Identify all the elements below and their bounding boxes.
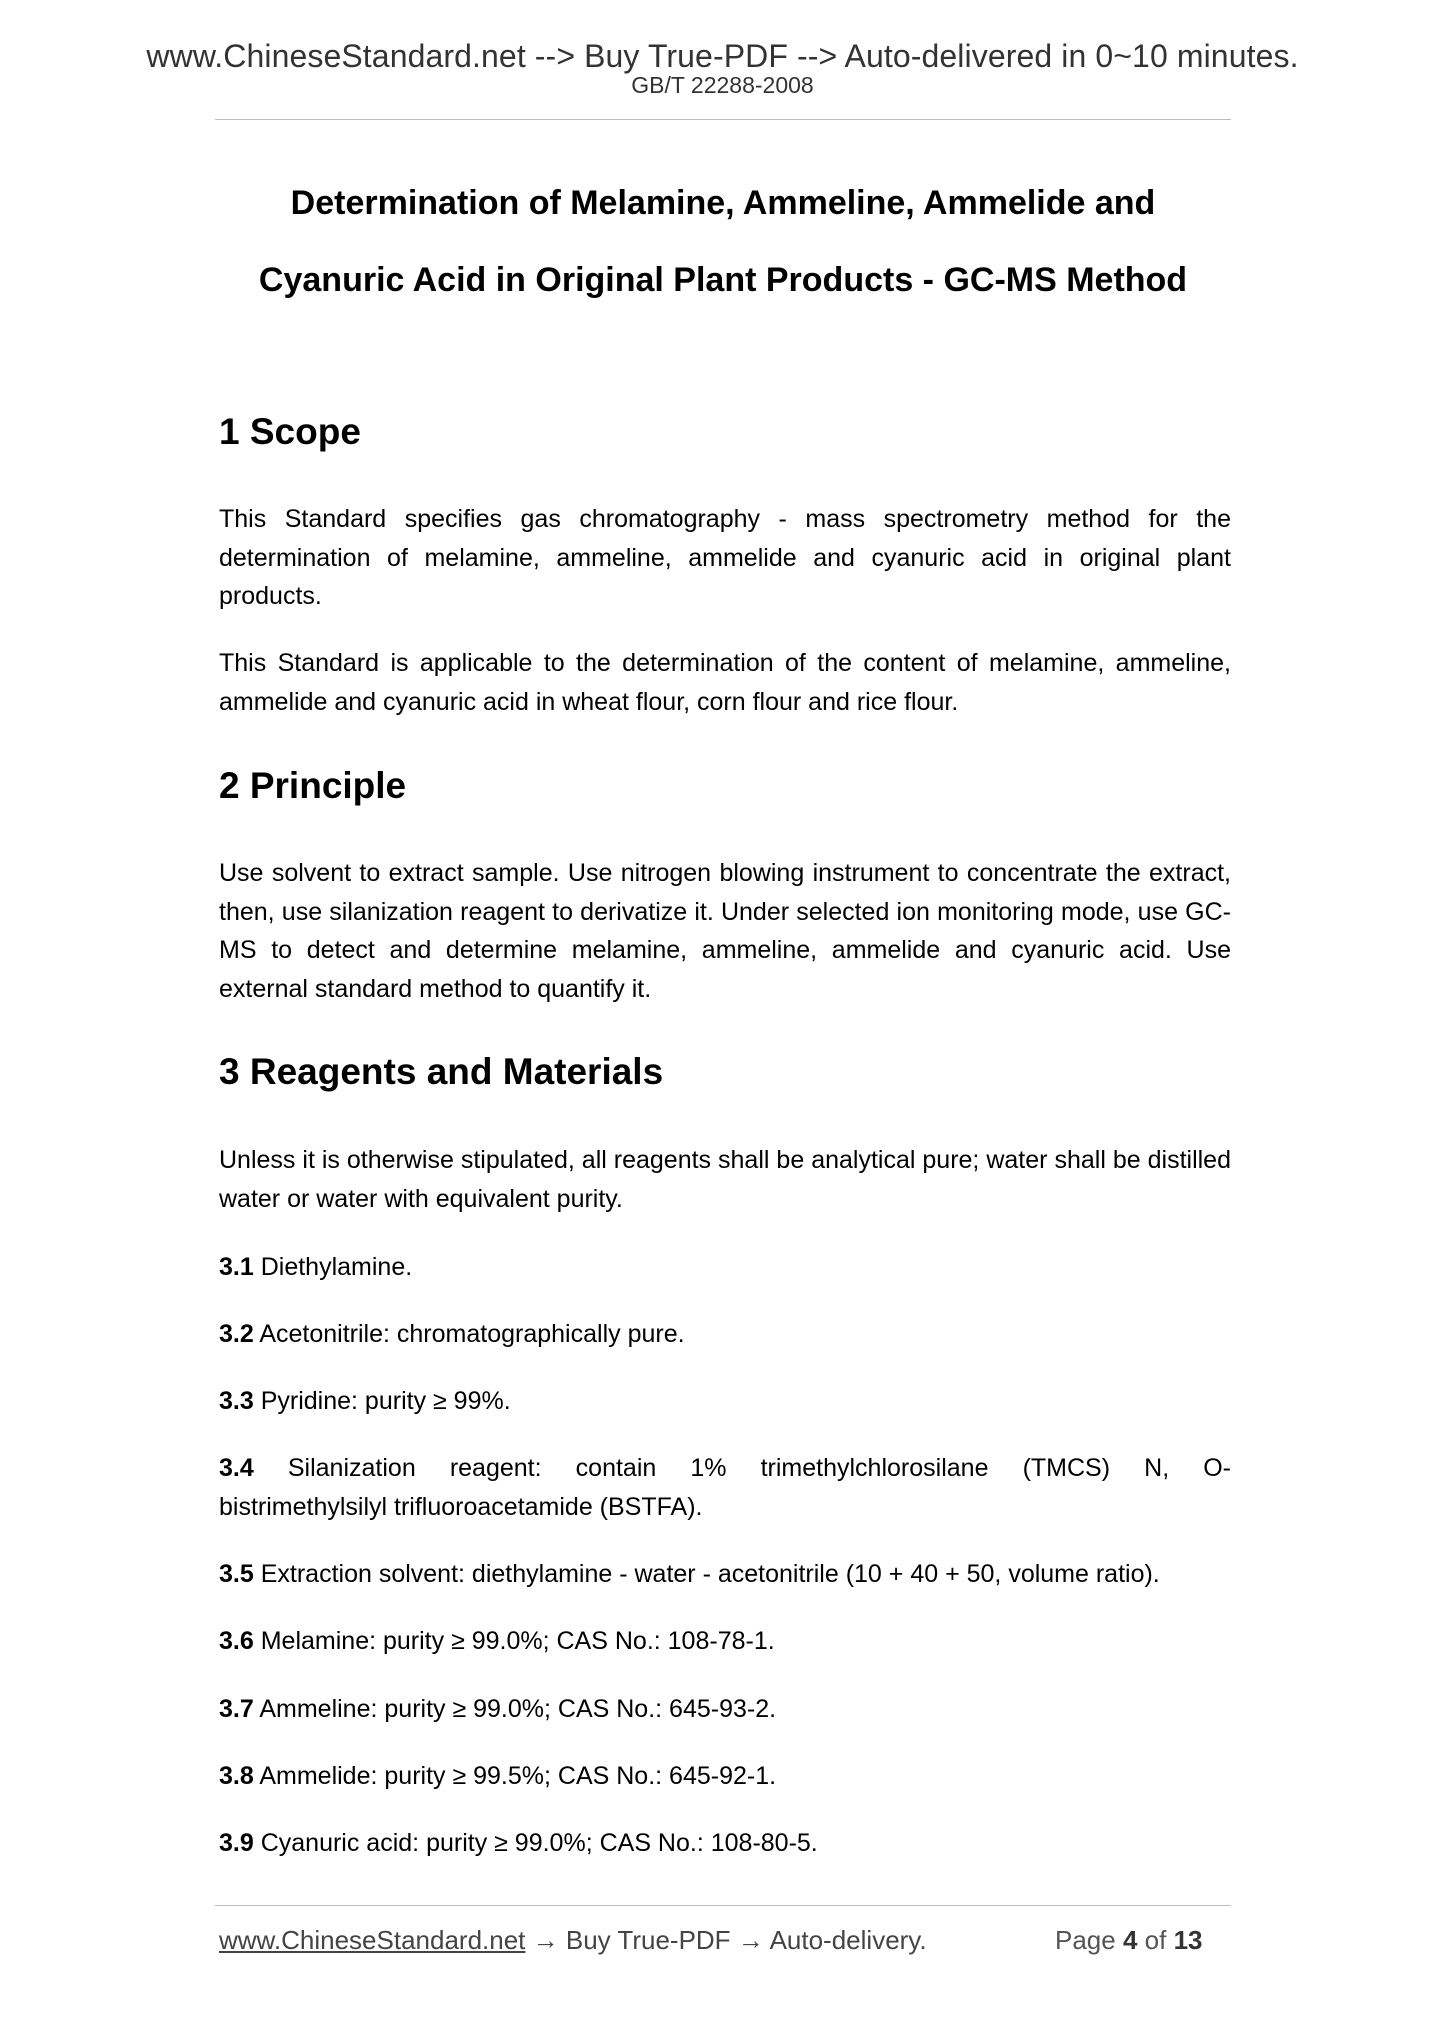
reagent-text: Cyanuric acid: purity ≥ 99.0%; CAS No.: 108-80-5.: [260, 1829, 818, 1857]
reagent-item: [219, 1248, 1231, 1287]
footer-divider: [215, 1905, 1231, 1906]
document-title-line-1: Determination of Melamine, Ammeline, Ammelide and: [290, 184, 1156, 222]
reagent-text: Melamine: purity ≥ 99.0%; CAS No.: 108-78-1.: [260, 1627, 775, 1655]
reagent-number: 3.3: [219, 1387, 254, 1415]
reagent-item: [219, 1382, 1231, 1421]
reagent-number: 3.4: [219, 1454, 254, 1482]
reagent-item: [219, 1757, 1231, 1796]
reagent-item: [219, 1555, 1231, 1594]
reagent-text: Diethylamine.: [260, 1253, 413, 1281]
scope-paragraph-1: This Standard specifies gas chromatography - mass spectrometry method for the determination of melamine, ammeline, ammelide and cyanuric acid in original plant products.: [219, 505, 1231, 610]
reagent-number: 3.5: [219, 1560, 254, 1588]
reagent-text: Ammeline: purity ≥ 99.0%; CAS No.: 645-93-2.: [259, 1695, 777, 1723]
reagent-item: [219, 1449, 1231, 1526]
header-divider: [215, 119, 1231, 120]
site-banner: www.ChineseStandard.net --> Buy True-PDF --> Auto-delivered in 0~10 minutes.: [146, 38, 1299, 74]
reagent-text: Pyridine: purity ≥ 99%.: [260, 1387, 511, 1415]
reagent-item: [219, 1315, 1231, 1354]
reagent-item: [219, 1690, 1231, 1729]
reagent-text: Silanization reagent: contain 1% trimethylchlorosilane (TMCS) N, O-: [287, 1454, 1232, 1482]
reagent-number: 3.9: [219, 1829, 254, 1857]
page-label: Page: [1055, 1925, 1116, 1955]
principle-paragraph: Use solvent to extract sample. Use nitrogen blowing instrument to concentrate the extract, then, use silanization reagent to derivatize it. Under selected ion monitoring mode, use GC-MS to detect and determine melamine, ammeline, ammelide and cyanuric acid. Use external standard method to quantify it.: [219, 859, 1231, 1003]
document-title-line-2: Cyanuric Acid in Original Plant Products - GC-MS Method: [258, 261, 1188, 299]
reagent-number: 3.8: [219, 1762, 254, 1790]
reagent-number: 3.6: [219, 1627, 254, 1655]
section-heading-reagents: 3 Reagents and Materials: [219, 1051, 664, 1092]
page-of: of: [1144, 1925, 1167, 1955]
page-indicator: [1055, 1925, 1203, 1955]
scope-paragraph-2: This Standard is applicable to the determination of the content of melamine, ammeline, ammelide and cyanuric acid in wheat flour, corn flour and rice flour.: [219, 649, 1231, 716]
footer-tagline: → Buy True-PDF → Auto-delivery.: [525, 1925, 927, 1955]
reagent-text: Extraction solvent: diethylamine - water - acetonitrile (10 + 40 + 50, volume ratio).: [260, 1560, 1160, 1588]
reagent-number: 3.1: [219, 1253, 254, 1281]
reagent-text: Ammelide: purity ≥ 99.5%; CAS No.: 645-92-1.: [259, 1762, 777, 1790]
footer-left: [219, 1925, 927, 1955]
section-heading-scope: 1 Scope: [219, 411, 361, 452]
reagent-number: 3.7: [219, 1695, 254, 1723]
reagent-item: [219, 1622, 1231, 1661]
reagent-text: Acetonitrile: chromatographically pure.: [259, 1320, 685, 1348]
page-current: 4: [1122, 1925, 1138, 1955]
reagents-intro: Unless it is otherwise stipulated, all reagents shall be analytical pure; water shall be distilled water or water with equivalent purity.: [219, 1146, 1231, 1213]
reagent-text-continuation: bistrimethylsilyl trifluoroacetamide (BSTFA).: [219, 1492, 703, 1521]
standard-code: GB/T 22288-2008: [631, 72, 814, 98]
section-heading-principle: 2 Principle: [219, 765, 407, 806]
site-link[interactable]: www.ChineseStandard.net: [219, 1925, 526, 1955]
page-total: 13: [1173, 1925, 1203, 1955]
reagent-item: [219, 1824, 1231, 1863]
reagent-number: 3.2: [219, 1320, 254, 1348]
